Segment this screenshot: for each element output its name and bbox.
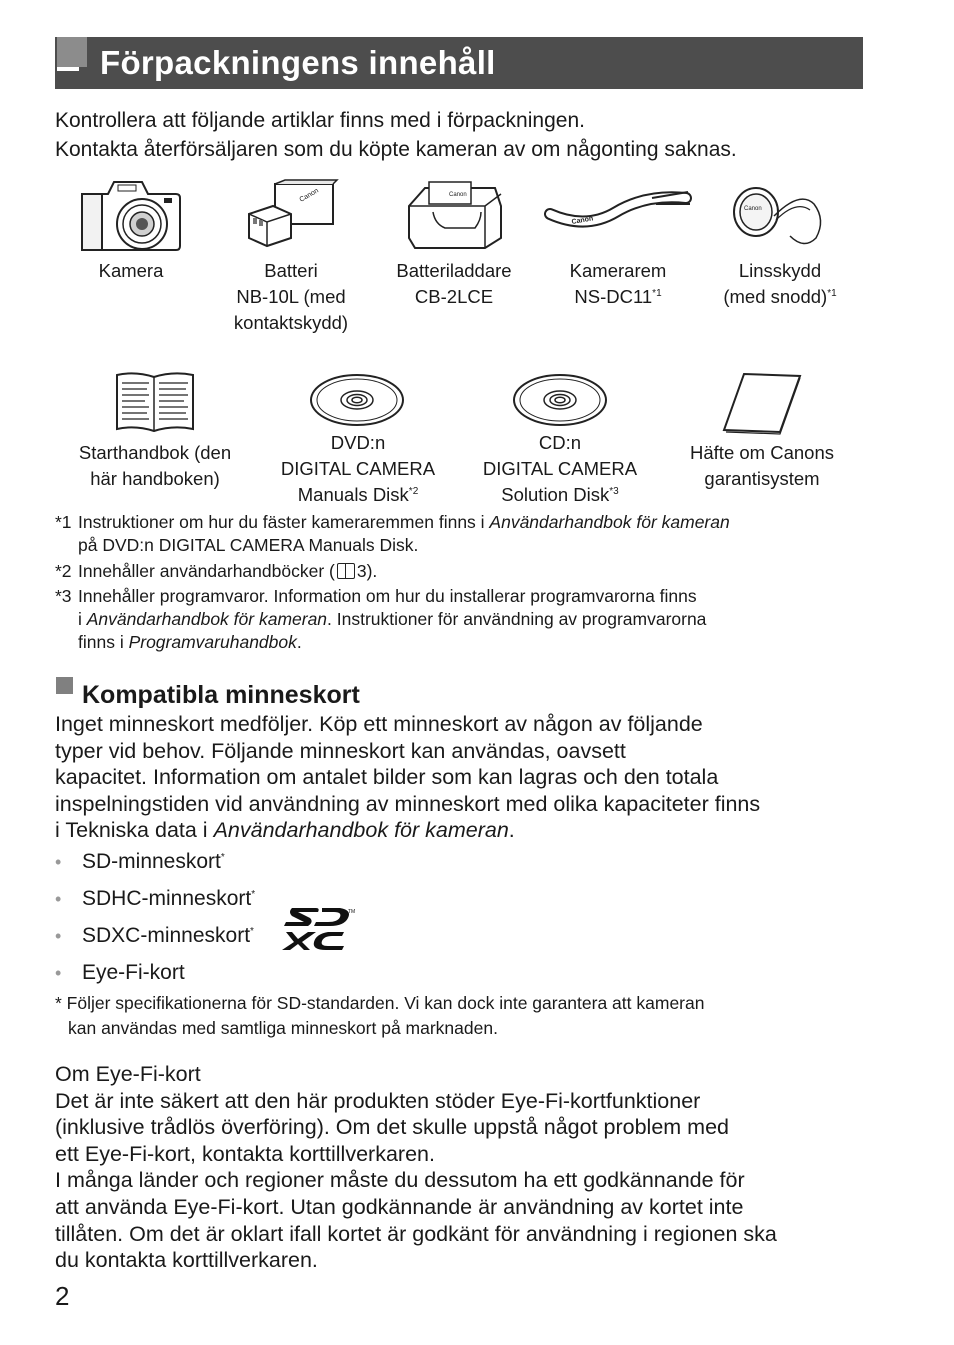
item-label-batteri: Batteri NB-10L (med kontaktskydd) — [233, 260, 349, 333]
battery-icon — [245, 180, 337, 248]
list-item: • SD-minneskort* — [55, 850, 225, 873]
tm-mark: TM — [348, 909, 356, 915]
svg-text:Canon: Canon — [298, 187, 320, 204]
eyefi-heading: Om Eye-Fi-kort — [55, 1062, 201, 1086]
list-item: • Eye-Fi-kort — [55, 961, 185, 984]
item-label-cd: CD:n DIGITAL CAMERA Solution Disk$^{*3}$ — [482, 432, 638, 505]
list-item: • SDXC-minneskort* — [55, 924, 254, 947]
svg-text:Canon: Canon — [449, 192, 467, 198]
page-number: 2 — [55, 1281, 70, 1311]
item-label-kamera: Kamera — [98, 260, 164, 281]
eyefi-section: Om Eye-Fi-kort Det är inte säkert att den här produkten stöder Eye-Fi-kortfunktioner (inklusive trådlös överföring). Om det skulle uppstå något problem med ett Eye-Fi-kort, kontakta korttillverkaren. I många länder och regioner måste du dessutom ha ett godkännande för att använda Eye-Fi-kort. Utan godkännande är användning av kortet inte tillåten. Om det är oklart ifall kortet är godkänt för användning i regionen ska du kontakta korttillverkaren. — [55, 1061, 885, 1274]
intro-line-2: Kontakta återförsäljaren som du köpte kameran av om någonting saknas. — [55, 138, 737, 161]
intro-text — [55, 106, 875, 164]
svg-text:Canon: Canon — [744, 206, 762, 212]
title-square-icon — [57, 37, 87, 67]
footnote-1: *1 Instruktioner om hur du fäster kameraremmen finns i Användarhandbok för kameran på DVD:n DIGITAL CAMERA Manuals Disk. — [55, 512, 730, 555]
section-paragraph: Inget minneskort medföljer. Köp ett minneskort av någon av följande typer vid behov. Följande minneskort kan användas, oavsett kapacitet. Information om antalet bilder som kan lagras och den totala inspelningstiden vid användning av minneskort med olika kapaciteter finns i Tekniska data i Användarhandbok för kameran. — [55, 712, 761, 843]
item-label-dvd: DVD:n DIGITAL CAMERA Manuals Disk$^{*2}$ — [280, 432, 436, 505]
item-label-batteriladdare: Batteriladdare CB-2LCE — [396, 260, 512, 307]
charger-icon — [405, 176, 505, 252]
dvd-icon — [308, 372, 406, 428]
section-title: Kompatibla minneskort — [82, 681, 360, 709]
booklet-icon — [722, 372, 802, 434]
item-label-starthandbok: Starthandbok (den här handboken) — [78, 442, 232, 489]
camera-icon — [80, 176, 184, 252]
item-label-linsskydd: Linsskydd (med snodd)$^{*1}$ — [723, 260, 837, 307]
title-square-divider — [57, 67, 79, 71]
item-label-kamerarem: Kamerarem NS-DC11$^{*1}$ — [569, 260, 667, 307]
book-ref-icon — [337, 563, 355, 579]
svg-text:Canon: Canon — [571, 215, 594, 226]
lens-cap-icon — [730, 180, 826, 252]
page-title: Förpackningens innehåll — [100, 44, 496, 81]
list-item: • SDHC-minneskort* — [55, 887, 256, 910]
strap-icon — [546, 188, 692, 232]
intro-line-1: Kontrollera att följande artiklar finns med i förpackningen. — [55, 109, 585, 132]
memory-card-note: * Följer specifikationerna för SD-standarden. Vi kan dock inte garantera att kameran kan användas med samtliga minneskort på marknaden. — [55, 993, 705, 1038]
sdxc-logo-icon — [282, 904, 360, 952]
book-icon — [113, 371, 197, 433]
footnote-3: *3 Innehåller programvaror. Information om hur du installerar programvarorna finns i Användarhandbok för kameran. Instruktioner för användning av programvarorna finns i Programvaruhandbok. — [55, 586, 707, 652]
item-label-garanti: Häfte om Canons garantisystem — [690, 442, 834, 489]
cd-icon — [511, 372, 609, 428]
section-square-icon — [56, 677, 73, 694]
footnote-2: *2 Innehåller användarhandböcker ( 3). — [55, 561, 378, 581]
